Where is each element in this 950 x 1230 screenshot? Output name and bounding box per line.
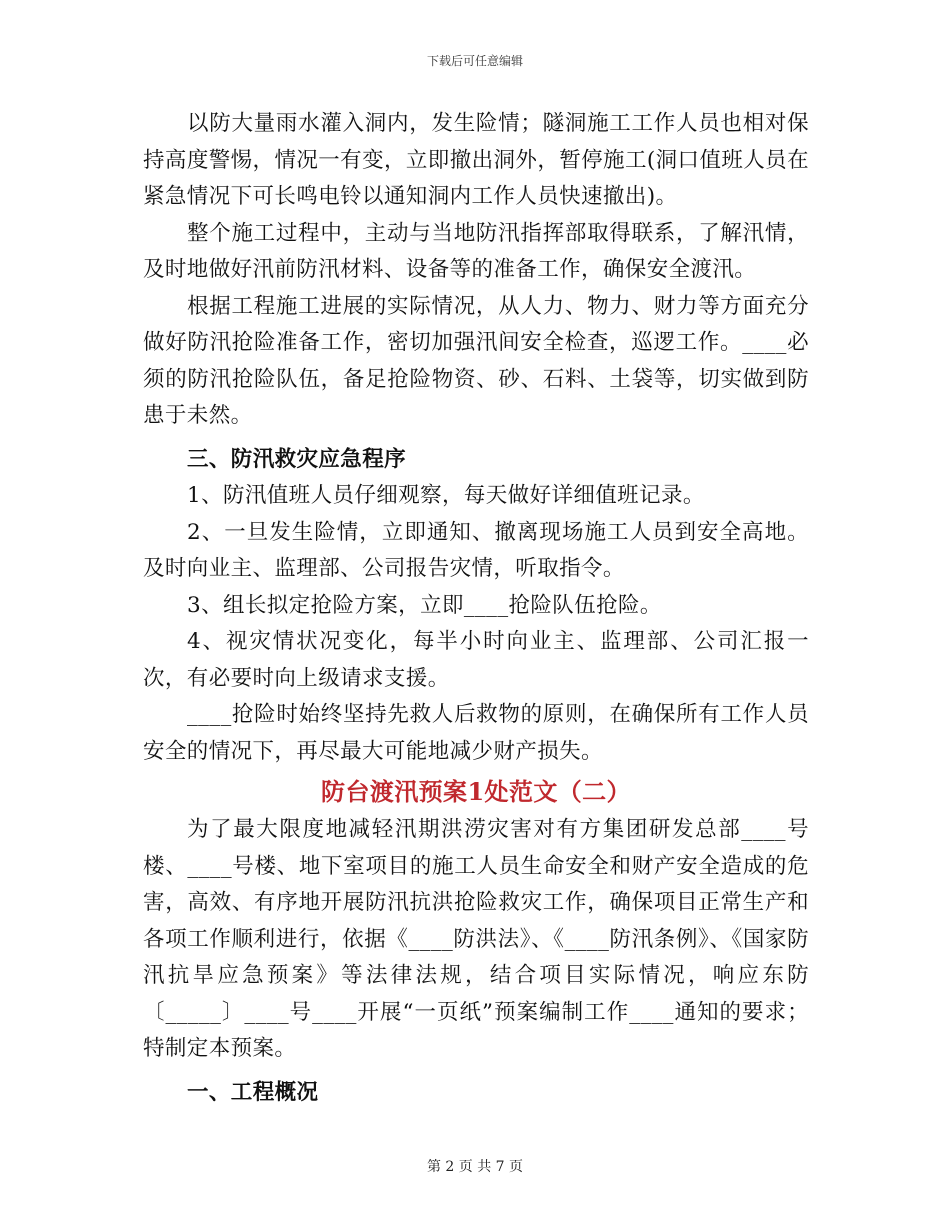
section-heading-emergency-procedure: 三、防汛救灾应急程序	[187, 446, 407, 472]
paragraph-intro: 为了最大限度地减轻汛期洪涝灾害对有方集团研发总部____号楼、____号楼、地下室项目的施工人员生命安全和财产安全造成的危害，高效、有序地开展防汛抗洪抢险救灾工作，确保项目正常生产和各项工作顺利进行，依据《____防洪法》、《____防汛条例》、《国家防汛抗旱应急预案》等法律法规，结合项目实际情况，响应东防〔_____〕____号____开展“一页纸”预案编制工作____通知的要求；特制定本预案。	[143, 817, 809, 1061]
paragraph-preparation: 根据工程施工进展的实际情况，从人力、物力、财力等方面充分做好防汛抢险准备工作，密切加强汛间安全检查，巡逻工作。____必须的防汛抢险队伍，备足抢险物资、砂、石料、土袋等，切实做到防患于未然。	[143, 293, 809, 428]
section-heading-project-overview: 一、工程概况	[187, 1079, 319, 1105]
document-body	[143, 106, 809, 1111]
paragraph-contact-command: 整个施工过程中，主动与当地防汛指挥部取得联系，了解汛情，及时地做好汛前防汛材料、设备等的准备工作，确保安全渡汛。	[143, 220, 809, 282]
list-item-3: 3、组长拟定抢险方案，立即____抢险队伍抢险。	[187, 592, 662, 618]
paragraph-rescue-principle: ____抢险时始终坚持先救人后救物的原则，在确保所有工作人员安全的情况下，再尽最大可能地减少财产损失。	[143, 702, 809, 764]
page-footer: 第 2 页 共 7 页	[426, 1159, 524, 1175]
list-item-4: 4、视灾情状况变化，每半小时向业主、监理部、公司汇报一次，有必要时向上级请求支援。	[143, 629, 809, 691]
list-item-1: 1、防汛值班人员仔细观察，每天做好详细值班记录。	[187, 483, 705, 508]
list-item-2: 2、一旦发生险情，立即通知、撤离现场施工人员到安全高地。及时向业主、监理部、公司报告灾情，听取指令。	[143, 519, 809, 581]
paragraph-flood-prevention-tunnel: 以防大量雨水灌入洞内，发生险情；隧洞施工工作人员也相对保持高度警惕，情况一有变，立即撤出洞外，暂停施工(洞口值班人员在紧急情况下可长鸣电铃以通知洞内工作人员快速撤出)。	[143, 111, 809, 209]
page-header: 下载后可任意编辑	[426, 54, 523, 68]
document-title: 防台渡汛预案1处范文（二）	[321, 777, 631, 806]
